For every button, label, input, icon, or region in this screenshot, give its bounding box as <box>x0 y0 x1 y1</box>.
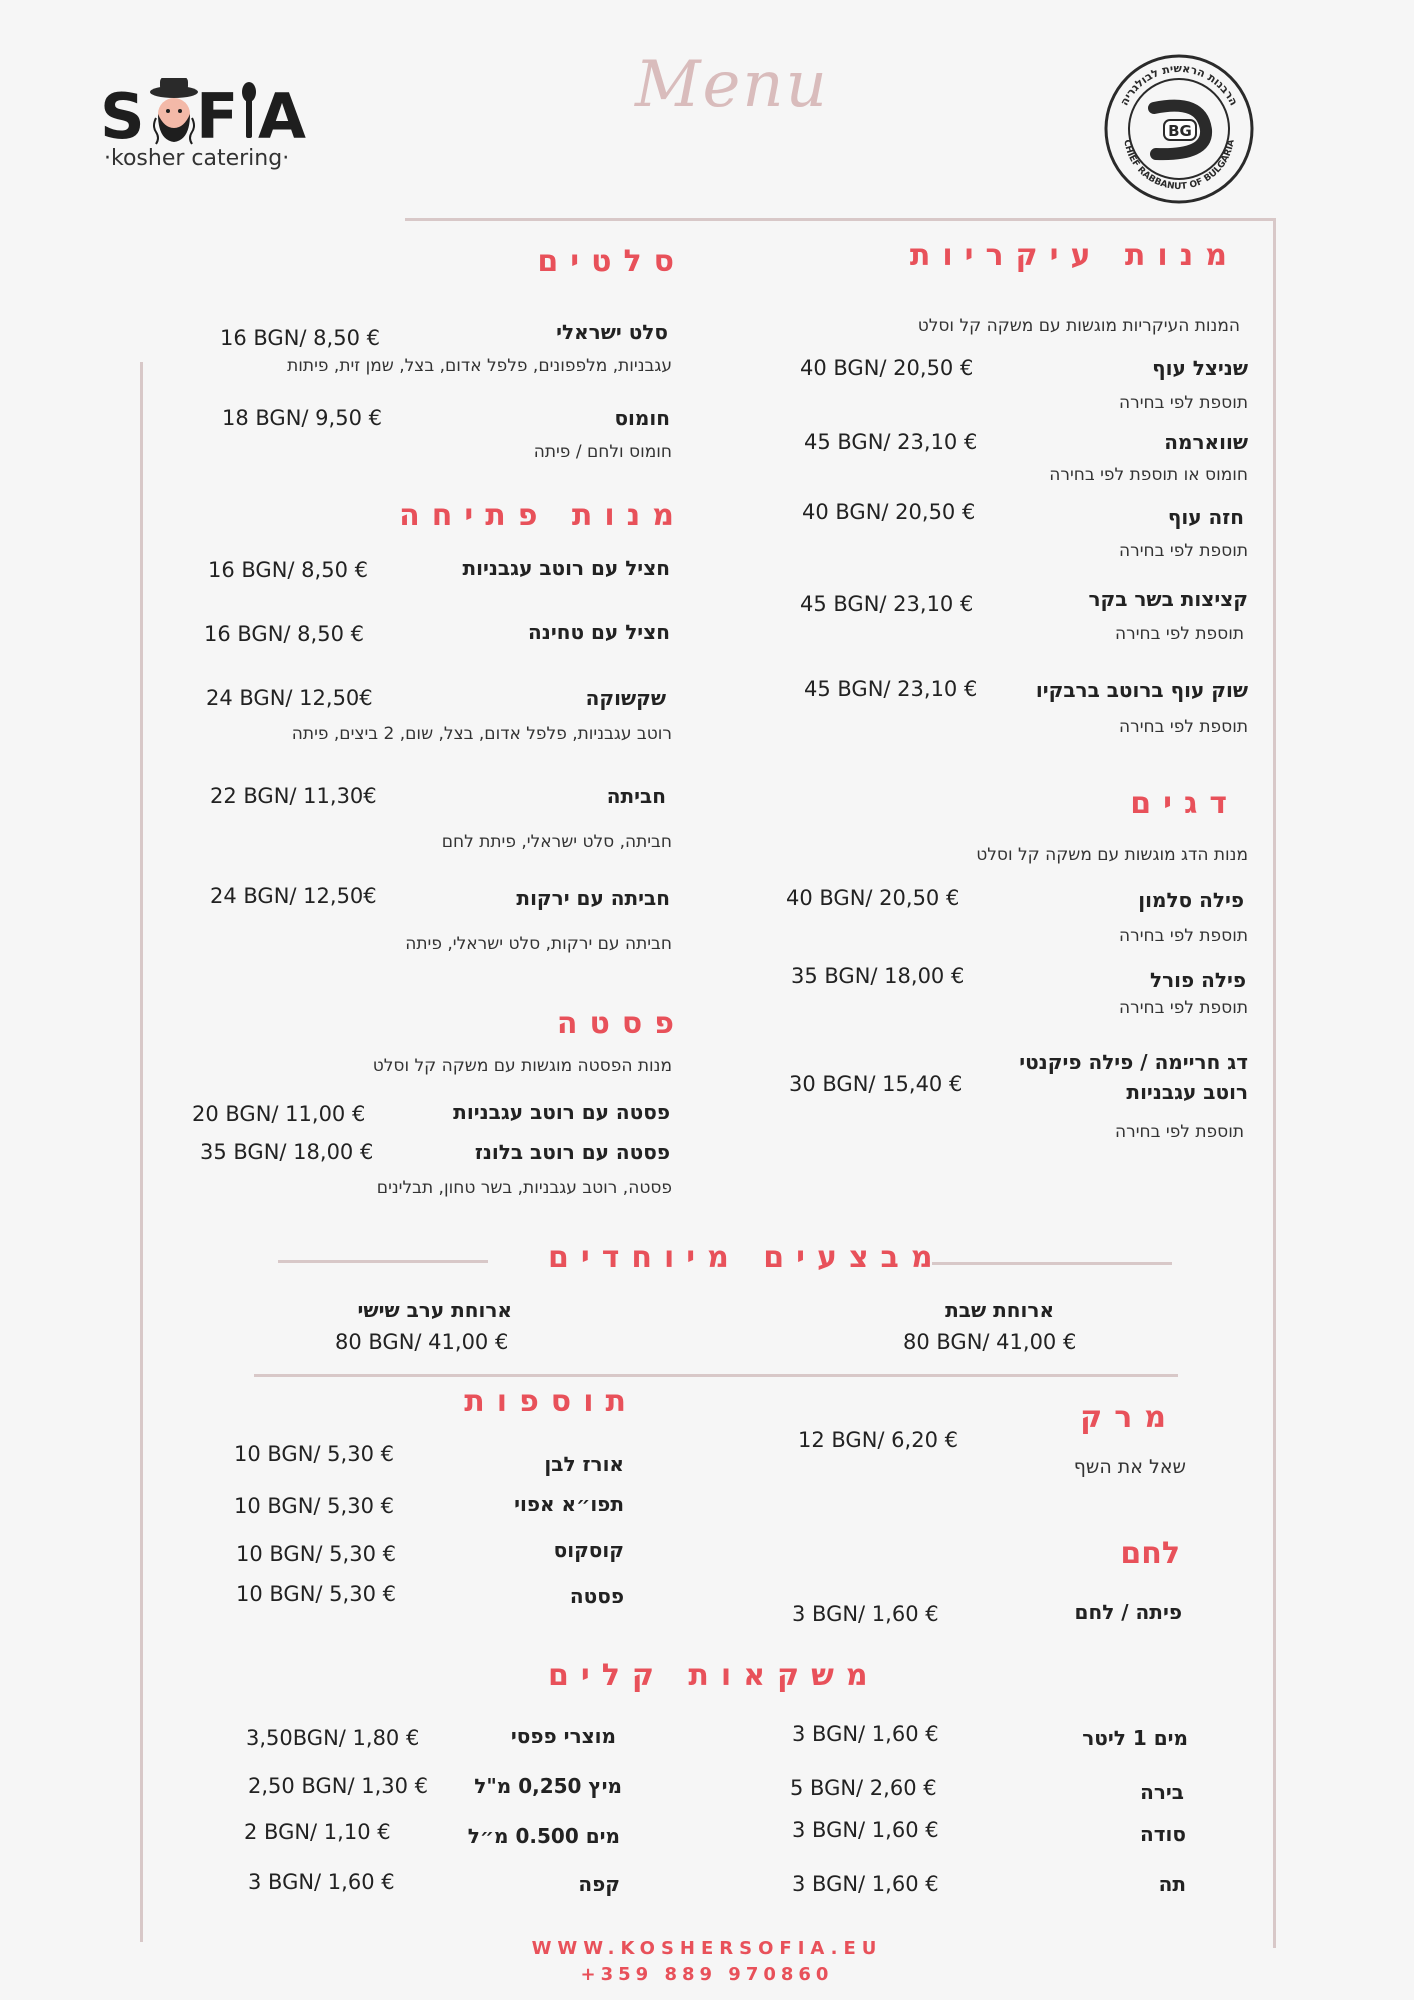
menu-item-name: שוק עוף ברוטב ברבקיו <box>1035 678 1248 702</box>
menu-item-price: 45 BGN/ 23,10 € <box>804 677 978 701</box>
menu-item-desc: חומוס ולחם / פיתה <box>533 442 672 462</box>
menu-item-name: אורז לבן <box>544 1452 624 1476</box>
drink-price: 2 BGN/ 1,10 € <box>244 1820 391 1844</box>
section-title-fish: דגים <box>1130 786 1239 821</box>
drink-price: 3 BGN/ 1,60 € <box>248 1870 395 1894</box>
frame-top-line <box>405 218 1275 221</box>
drink-price: 5 BGN/ 2,60 € <box>790 1776 937 1800</box>
section-title-specials: מבצעים מיוחדים <box>548 1240 945 1275</box>
footer-website[interactable]: WWW.KOSHERSOFIA.EU <box>531 1938 883 1959</box>
menu-item-name: פסטה <box>569 1584 624 1608</box>
menu-item-price: 16 BGN/ 8,50 € <box>204 622 364 646</box>
menu-item-price: 35 BGN/ 18,00 € <box>791 964 965 988</box>
menu-item-name: פילה סלמון <box>1138 888 1244 912</box>
drink-name: מים 0.500 מ״ל <box>467 1824 620 1848</box>
frame-right-line <box>1273 218 1276 1948</box>
menu-item-name-line2: רוטב עגבניות <box>1126 1080 1248 1104</box>
special-item-name: ארוחת שבת <box>945 1298 1054 1322</box>
menu-item-desc: תוספת לפי בחירה <box>1119 393 1248 413</box>
menu-item-desc: תוספת לפי בחירה <box>1115 624 1244 644</box>
special-item-price: 80 BGN/ 41,00 € <box>335 1330 509 1354</box>
drink-price: 3 BGN/ 1,60 € <box>792 1872 939 1896</box>
svg-text:F: F <box>196 80 239 153</box>
menu-item-name: קוסקוס <box>553 1538 624 1562</box>
pasta-note: מנות הפסטה מוגשות עם משקה קל וסלט <box>372 1056 672 1076</box>
specials-bottom-line <box>254 1374 1178 1377</box>
menu-item-desc: רוטב עגבניות, פלפל אדום, בצל, שום, 2 ביצים, פיתה <box>291 724 672 744</box>
drink-price: 2,50 BGN/ 1,30 € <box>248 1774 428 1798</box>
menu-script-title: Menu <box>635 48 829 122</box>
menu-item-name: סלט ישראלי <box>556 320 668 344</box>
frame-left-line <box>140 362 143 1942</box>
drink-name: מוצרי פפסי <box>510 1724 616 1748</box>
soup-desc: שאל את השף <box>1073 1456 1186 1478</box>
drink-name: מים 1 ליטר <box>1082 1726 1188 1750</box>
menu-item-name: חזה עוף <box>1167 505 1244 529</box>
menu-item-name: חביתה עם ירקות <box>516 886 670 910</box>
menu-item-name: חציל עם טחינה <box>528 620 670 644</box>
svg-text:A: A <box>258 80 306 153</box>
menu-item-desc: תוספת לפי בחירה <box>1115 1122 1244 1142</box>
menu-item-price: 24 BGN/ 12,50€ <box>210 884 377 908</box>
fish-note: מנות הדג מוגשות עם משקה קל וסלט <box>976 845 1248 865</box>
menu-item-desc: חביתה עם ירקות, סלט ישראלי, פיתה <box>405 934 672 954</box>
menu-item-name: חביתה <box>606 784 666 808</box>
menu-item-price: 20 BGN/ 11,00 € <box>192 1102 366 1126</box>
specials-divider-right <box>932 1262 1172 1265</box>
bread-price: 3 BGN/ 1,60 € <box>792 1602 939 1626</box>
menu-item-price: 10 BGN/ 5,30 € <box>234 1442 394 1466</box>
logo-subtitle: ·kosher catering· <box>104 146 290 171</box>
menu-item-desc: תוספת לפי בחירה <box>1119 998 1248 1018</box>
menu-item-price: 40 BGN/ 20,50 € <box>786 886 960 910</box>
menu-item-desc: תוספת לפי בחירה <box>1119 926 1248 946</box>
seal-center: BG <box>1168 122 1192 140</box>
menu-item-price: 16 BGN/ 8,50 € <box>220 326 380 350</box>
section-title-salads: סלטים <box>537 244 686 279</box>
menu-item-price: 18 BGN/ 9,50 € <box>222 406 382 430</box>
menu-item-desc: תוספת לפי בחירה <box>1119 717 1248 737</box>
menu-item-price: 22 BGN/ 11,30€ <box>210 784 377 808</box>
menu-item-desc: עגבניות, מלפפונים, פלפל אדום, בצל, שמן זית, פיתות <box>287 356 672 376</box>
seal-top-text: הרבנות הראשית לבולגריה <box>1117 61 1241 108</box>
section-title-starters: מנות פתיחה <box>399 498 686 533</box>
menu-item-price: 24 BGN/ 12,50€ <box>206 686 373 710</box>
menu-item-price: 45 BGN/ 23,10 € <box>800 592 974 616</box>
menu-item-name: דג חריימה / פילה פיקנטי <box>1019 1050 1248 1074</box>
menu-item-price: 16 BGN/ 8,50 € <box>208 558 368 582</box>
drink-price: 3,50BGN/ 1,80 € <box>246 1726 420 1750</box>
section-title-bread: לחם <box>1120 1536 1180 1571</box>
section-title-drinks: משקאות קלים <box>548 1658 880 1693</box>
drink-name: קפה <box>578 1872 620 1896</box>
menu-item-name: פסטה עם רוטב עגבניות <box>453 1100 670 1124</box>
menu-item-price: 10 BGN/ 5,30 € <box>236 1582 396 1606</box>
svg-text:CHIEF RABBANUT OF BULGARIA <box>1121 139 1236 192</box>
menu-item-price: 10 BGN/ 5,30 € <box>236 1542 396 1566</box>
section-title-pasta: פסטה <box>556 1006 686 1041</box>
menu-item-name: שווארמה <box>1164 430 1248 454</box>
menu-item-desc: תוספת לפי בחירה <box>1119 541 1248 561</box>
drink-name: מיץ 0,250 מ"ל <box>474 1774 622 1798</box>
menu-item-name: חומוס <box>614 406 670 430</box>
menu-item-price: 40 BGN/ 20,50 € <box>802 500 976 524</box>
section-title-mains: מנות עיקריות <box>909 238 1239 273</box>
menu-item-price: 40 BGN/ 20,50 € <box>800 356 974 380</box>
mains-note: המנות העיקריות מוגשות עם משקה קל וסלט <box>917 316 1240 336</box>
drink-price: 3 BGN/ 1,60 € <box>792 1722 939 1746</box>
special-item-name: ארוחת ערב שישי <box>357 1298 512 1322</box>
menu-item-price: 30 BGN/ 15,40 € <box>789 1072 963 1096</box>
special-item-price: 80 BGN/ 41,00 € <box>903 1330 1077 1354</box>
menu-item-price: 35 BGN/ 18,00 € <box>200 1140 374 1164</box>
menu-item-desc: חביתה, סלט ישראלי, פיתת לחם <box>441 832 672 852</box>
logo <box>100 78 320 178</box>
footer-phone[interactable]: +359 889 970860 <box>580 1964 834 1985</box>
bread-name: פיתה / לחם <box>1074 1600 1182 1624</box>
drink-price: 3 BGN/ 1,60 € <box>792 1818 939 1842</box>
menu-item-desc: חומוס או תוספת לפי בחירה <box>1049 465 1248 485</box>
kashrut-seal <box>1102 52 1256 206</box>
menu-item-name: תפו״א אפוי <box>514 1492 624 1516</box>
section-title-sides: תוספות <box>464 1384 638 1419</box>
drink-name: סודה <box>1140 1822 1186 1846</box>
drink-name: תה <box>1158 1872 1186 1896</box>
menu-item-name: קציצות בשר בקר <box>1088 587 1248 611</box>
menu-item-name: שקשוקה <box>585 686 666 710</box>
menu-item-price: 10 BGN/ 5,30 € <box>234 1494 394 1518</box>
menu-item-desc: פסטה, רוטב עגבניות, בשר טחון, תבלינים <box>376 1178 672 1198</box>
seal-bottom-text: CHIEF RABBANUT OF BULGARIA <box>1121 138 1237 193</box>
menu-item-price: 45 BGN/ 23,10 € <box>804 430 978 454</box>
soup-price: 12 BGN/ 6,20 € <box>798 1428 958 1452</box>
menu-item-name: חציל עם רוטב עגבניות <box>462 556 670 580</box>
specials-divider-left <box>278 1260 488 1263</box>
section-title-soup: מרק <box>1080 1400 1178 1435</box>
svg-text:S: S <box>100 80 145 153</box>
menu-item-name: פילה פורל <box>1149 968 1246 992</box>
menu-item-name: פסטה עם רוטב בלונז <box>474 1140 670 1164</box>
drink-name: בירה <box>1140 1780 1184 1804</box>
menu-item-name: שניצל עוף <box>1152 356 1248 380</box>
